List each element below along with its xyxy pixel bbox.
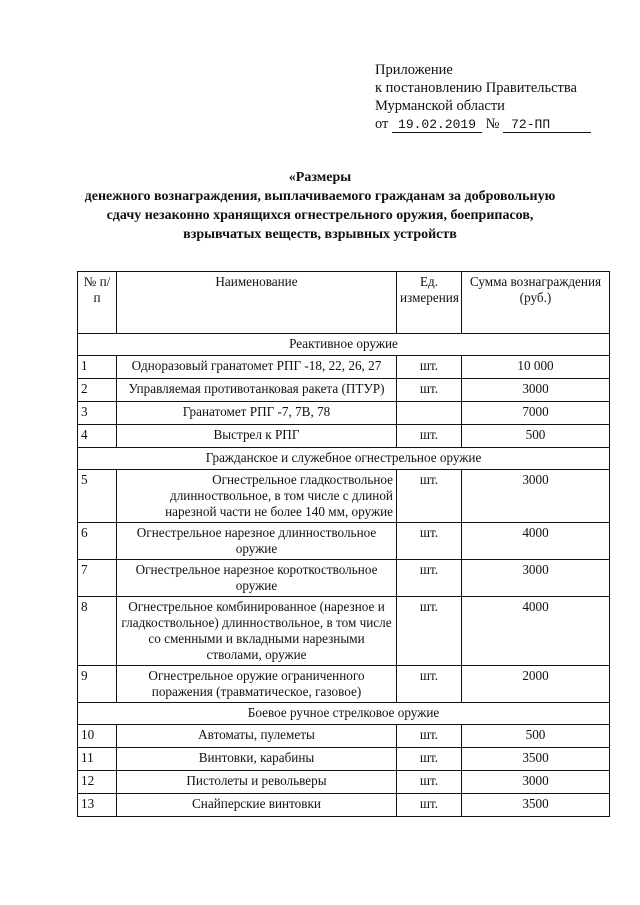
row-sum: 3500 — [462, 748, 610, 771]
row-num: 12 — [78, 771, 117, 794]
row-unit: шт. — [397, 794, 462, 817]
section-row — [78, 334, 610, 356]
row-sum: 500 — [462, 725, 610, 748]
section-title: Реактивное оружие — [78, 334, 610, 356]
row-name: Гранатомет РПГ -7, 7В, 78 — [117, 402, 397, 425]
row-unit: шт. — [397, 560, 462, 597]
row-num: 8 — [78, 597, 117, 666]
header-unit: Ед. измерения — [397, 272, 462, 334]
row-name: Снайперские винтовки — [117, 794, 397, 817]
section-title: Боевое ручное стрелковое оружие — [78, 703, 610, 725]
row-name: Автоматы, пулеметы — [117, 725, 397, 748]
row-unit: шт. — [397, 771, 462, 794]
row-num: 10 — [78, 725, 117, 748]
row-name: Огнестрельное оружие ограниченного поражения (травматическое, газовое) — [117, 666, 397, 703]
row-name: Огнестрельное гладкоствольное длинноствольное, в том числе с длиной нарезной части не более 140 мм, оружие — [117, 470, 397, 523]
row-name: Управляемая противотанковая ракета (ПТУР) — [117, 379, 397, 402]
table-row — [78, 597, 610, 666]
row-sum: 7000 — [462, 402, 610, 425]
row-num: 7 — [78, 560, 117, 597]
row-num: 1 — [78, 356, 117, 379]
table-row — [78, 470, 610, 523]
table-row — [78, 523, 610, 560]
row-sum: 4000 — [462, 523, 610, 560]
row-num: 11 — [78, 748, 117, 771]
row-unit: шт. — [397, 356, 462, 379]
header-name: Наименование — [117, 272, 397, 334]
row-unit: шт. — [397, 379, 462, 402]
appendix-date-line — [375, 115, 591, 133]
appendix-block — [375, 61, 591, 133]
row-name: Огнестрельное нарезное короткоствольное оружие — [117, 560, 397, 597]
resolution-date: 19.02.2019 — [392, 117, 482, 133]
appendix-region: Мурманской области — [375, 98, 505, 114]
row-name: Огнестрельное нарезное длинноствольное оружие — [117, 523, 397, 560]
table-row — [78, 379, 610, 402]
number-label: № — [485, 116, 500, 132]
row-num: 4 — [78, 425, 117, 448]
row-name: Выстрел к РПГ — [117, 425, 397, 448]
row-unit: шт. — [397, 748, 462, 771]
title-line-1: «Размеры — [288, 170, 352, 185]
appendix-resolution: к постановлению Правительства — [375, 80, 577, 96]
section-row — [78, 703, 610, 725]
row-num: 5 — [78, 470, 117, 523]
from-label: от — [375, 116, 389, 132]
section-title: Гражданское и служебное огнестрельное оружие — [78, 448, 610, 470]
row-name: Огнестрельное комбинированное (нарезное и гладкоствольное) длинноствольное, в том числе со сменными и вкладными нарезными стволами, оружие — [117, 597, 397, 666]
resolution-number: 72-ПП — [503, 117, 591, 133]
row-sum: 4000 — [462, 597, 610, 666]
row-num: 3 — [78, 402, 117, 425]
row-num: 9 — [78, 666, 117, 703]
row-unit: шт. — [397, 597, 462, 666]
row-name: Одноразовый гранатомет РПГ -18, 22, 26, 27 — [117, 356, 397, 379]
table-row — [78, 725, 610, 748]
row-unit — [397, 402, 462, 425]
table-row — [78, 560, 610, 597]
title-line-4: взрывчатых веществ, взрывных устройств — [183, 227, 457, 242]
row-num: 13 — [78, 794, 117, 817]
row-sum: 3000 — [462, 560, 610, 597]
row-name: Винтовки, карабины — [117, 748, 397, 771]
table-row — [78, 666, 610, 703]
header-num: № п/п — [78, 272, 117, 334]
row-sum: 3000 — [462, 771, 610, 794]
table-row — [78, 771, 610, 794]
table-row — [78, 425, 610, 448]
row-sum: 3000 — [462, 470, 610, 523]
table-row — [78, 748, 610, 771]
row-sum: 2000 — [462, 666, 610, 703]
row-num: 2 — [78, 379, 117, 402]
row-sum: 3500 — [462, 794, 610, 817]
table-row — [78, 356, 610, 379]
table-header-row — [78, 272, 610, 334]
row-unit: шт. — [397, 425, 462, 448]
row-unit: шт. — [397, 666, 462, 703]
reward-table — [77, 271, 610, 817]
appendix-title: Приложение — [375, 62, 453, 78]
row-unit: шт. — [397, 725, 462, 748]
title-line-3: сдачу незаконно хранящихся огнестрельного оружия, боеприпасов, — [106, 208, 534, 223]
row-unit: шт. — [397, 523, 462, 560]
row-sum: 10 000 — [462, 356, 610, 379]
title-line-2: денежного вознаграждения, выплачиваемого гражданам за добровольную — [84, 189, 556, 204]
row-num: 6 — [78, 523, 117, 560]
header-sum: Сумма вознаграждения (руб.) — [462, 272, 610, 334]
table-row — [78, 794, 610, 817]
row-unit: шт. — [397, 470, 462, 523]
document-title — [0, 168, 640, 244]
row-sum: 500 — [462, 425, 610, 448]
table-row — [78, 402, 610, 425]
section-row — [78, 448, 610, 470]
row-name: Пистолеты и револьверы — [117, 771, 397, 794]
row-sum: 3000 — [462, 379, 610, 402]
